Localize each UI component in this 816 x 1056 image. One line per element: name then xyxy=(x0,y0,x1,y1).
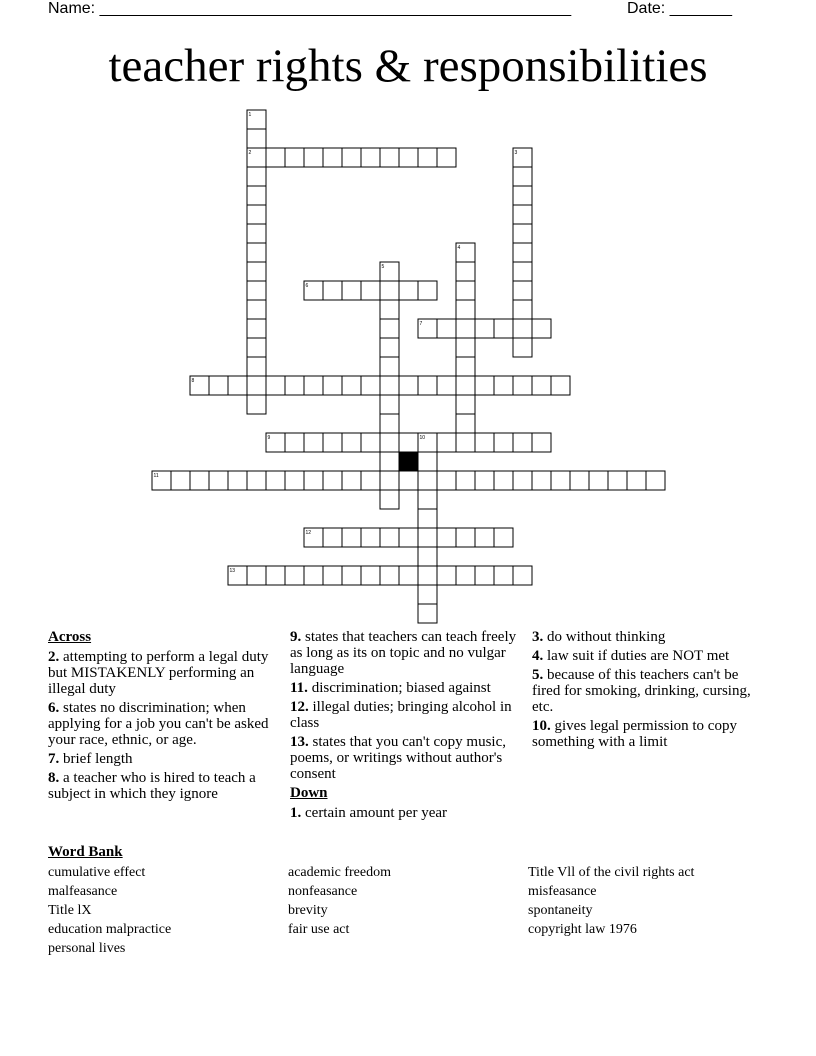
grid-number: 2 xyxy=(248,150,252,156)
grid-cell[interactable] xyxy=(456,262,475,281)
grid-number: 12 xyxy=(305,530,312,536)
grid-cell[interactable] xyxy=(418,528,437,547)
clue-across-12: 12. illegal duties; bringing alcohol in class xyxy=(290,699,512,731)
grid-cell[interactable] xyxy=(247,471,266,490)
grid-cell[interactable] xyxy=(608,471,627,490)
grid-cell[interactable] xyxy=(513,566,532,585)
grid-cell[interactable] xyxy=(323,433,342,452)
grid-cell[interactable] xyxy=(418,566,437,585)
grid-cell[interactable] xyxy=(361,471,380,490)
grid-cell[interactable] xyxy=(247,376,266,395)
grid-cell[interactable] xyxy=(247,167,266,186)
grid-cell[interactable] xyxy=(494,376,513,395)
grid-cell[interactable] xyxy=(418,547,437,566)
grid-cell[interactable] xyxy=(247,566,266,585)
grid-cell[interactable] xyxy=(399,471,418,490)
grid-cell[interactable] xyxy=(304,471,323,490)
grid-number: 5 xyxy=(381,264,385,270)
grid-cell[interactable] xyxy=(380,528,399,547)
grid-cell[interactable] xyxy=(551,471,570,490)
grid-cell[interactable] xyxy=(323,281,342,300)
grid-cell[interactable] xyxy=(399,148,418,167)
page-title: teacher rights & responsibilities xyxy=(108,40,708,92)
grid-cell[interactable] xyxy=(494,433,513,452)
clue-across-6: 6. states no discrimination; when applying for a job you can't be asked your race, ethnic, or age. xyxy=(48,700,269,748)
grid-cell[interactable] xyxy=(361,433,380,452)
grid-cell[interactable] xyxy=(513,281,532,300)
grid-cell[interactable] xyxy=(247,262,266,281)
name-field-label: Name: _____________________________________________________ xyxy=(48,0,572,17)
grid-cell[interactable] xyxy=(418,281,437,300)
grid-cell[interactable] xyxy=(247,186,266,205)
grid-cell[interactable] xyxy=(209,471,228,490)
word-bank-item: malfeasance xyxy=(48,884,118,899)
grid-cell[interactable] xyxy=(456,566,475,585)
grid-cell[interactable] xyxy=(342,566,361,585)
word-bank-item: academic freedom xyxy=(288,865,391,880)
grid-cell[interactable] xyxy=(456,528,475,547)
grid-cell[interactable] xyxy=(456,395,475,414)
grid-cell[interactable] xyxy=(247,224,266,243)
grid-cell[interactable] xyxy=(380,319,399,338)
grid-cell[interactable] xyxy=(361,566,380,585)
grid-cell[interactable] xyxy=(266,471,285,490)
grid-cell[interactable] xyxy=(494,319,513,338)
grid-cell[interactable] xyxy=(247,357,266,376)
grid-cell[interactable] xyxy=(323,471,342,490)
word-bank-item: copyright law 1976 xyxy=(528,922,637,937)
grid-cell[interactable] xyxy=(589,471,608,490)
grid-cell[interactable] xyxy=(361,148,380,167)
grid-cell[interactable] xyxy=(380,566,399,585)
grid-number: 1 xyxy=(248,112,252,118)
grid-cell[interactable] xyxy=(399,281,418,300)
grid-cell[interactable] xyxy=(380,281,399,300)
grid-cell[interactable] xyxy=(513,471,532,490)
grid-cell[interactable] xyxy=(437,528,456,547)
grid-cell[interactable] xyxy=(513,338,532,357)
grid-cell[interactable] xyxy=(228,376,247,395)
grid-cell[interactable] xyxy=(437,319,456,338)
grid-cell[interactable] xyxy=(646,471,665,490)
clue-column-3 xyxy=(532,629,768,753)
grid-cell[interactable] xyxy=(399,433,418,452)
grid-cell[interactable] xyxy=(323,376,342,395)
grid-cell[interactable] xyxy=(399,528,418,547)
grid-cell[interactable] xyxy=(456,281,475,300)
clue-column-1 xyxy=(48,629,284,805)
clue-across-11: 11. discrimination; biased against xyxy=(290,680,491,696)
grid-cell[interactable] xyxy=(304,433,323,452)
grid-cell[interactable] xyxy=(266,148,285,167)
grid-cell[interactable] xyxy=(399,566,418,585)
grid-cell[interactable] xyxy=(247,205,266,224)
grid-cell[interactable] xyxy=(418,471,437,490)
grid-number: 3 xyxy=(514,150,518,156)
clue-column-2 xyxy=(290,629,526,824)
grid-cell[interactable] xyxy=(247,319,266,338)
grid-cell[interactable] xyxy=(342,528,361,547)
grid-number: 7 xyxy=(419,321,423,327)
clue-across-2: 2. attempting to perform a legal duty but MISTAKENLY performing an illegal duty xyxy=(48,649,269,697)
grid-cell[interactable] xyxy=(475,528,494,547)
grid-cell[interactable] xyxy=(285,566,304,585)
grid-cell[interactable] xyxy=(380,357,399,376)
grid-cell[interactable] xyxy=(513,300,532,319)
grid-cell[interactable] xyxy=(380,490,399,509)
grid-cell[interactable] xyxy=(418,509,437,528)
grid-cell[interactable] xyxy=(323,528,342,547)
grid-cell[interactable] xyxy=(437,433,456,452)
grid-cell[interactable] xyxy=(361,376,380,395)
word-bank-item: brevity xyxy=(288,903,328,918)
word-bank-item: Title Vll of the civil rights act xyxy=(528,865,695,880)
grid-cell[interactable] xyxy=(304,566,323,585)
word-bank-item: Title lX xyxy=(48,903,92,918)
grid-cell[interactable] xyxy=(437,471,456,490)
grid-cell[interactable] xyxy=(380,395,399,414)
grid-number: 13 xyxy=(229,568,236,574)
grid-cell[interactable] xyxy=(342,148,361,167)
grid-cell[interactable] xyxy=(418,604,437,623)
clue-across-9: 9. states that teachers can teach freely as long as its on topic and no vulgar language xyxy=(290,629,517,677)
clue-across-8: 8. a teacher who is hired to teach a subject in which they ignore xyxy=(48,770,256,802)
grid-number: 11 xyxy=(153,473,159,479)
grid-cell[interactable] xyxy=(513,376,532,395)
grid-cell[interactable] xyxy=(494,471,513,490)
grid-cell[interactable] xyxy=(380,338,399,357)
word-bank-item: cumulative effect xyxy=(48,865,146,880)
grid-cell[interactable] xyxy=(247,281,266,300)
grid-cell[interactable] xyxy=(342,376,361,395)
grid-cell[interactable] xyxy=(171,471,190,490)
grid-cell[interactable] xyxy=(532,319,551,338)
grid-cell[interactable] xyxy=(513,167,532,186)
clue-down-1: 1. certain amount per year xyxy=(290,805,448,821)
down-heading: Down xyxy=(290,785,328,801)
grid-cell[interactable] xyxy=(323,148,342,167)
grid-cell[interactable] xyxy=(285,376,304,395)
clue-down-4: 4. law suit if duties are NOT met xyxy=(532,648,730,664)
word-bank-item: spontaneity xyxy=(528,903,593,918)
grid-number: 10 xyxy=(419,435,426,441)
word-bank-item: fair use act xyxy=(288,922,350,937)
date-field-label: Date: _______ xyxy=(627,0,732,17)
word-bank-item: nonfeasance xyxy=(288,884,358,899)
grid-cell[interactable] xyxy=(456,414,475,433)
grid-cell[interactable] xyxy=(380,414,399,433)
grid-cell[interactable] xyxy=(456,376,475,395)
grid-cell[interactable] xyxy=(437,566,456,585)
grid-cell[interactable] xyxy=(380,148,399,167)
grid-cell[interactable] xyxy=(513,262,532,281)
grid-cell[interactable] xyxy=(380,452,399,471)
word-bank-column-2 xyxy=(288,863,391,939)
grid-cell[interactable] xyxy=(342,281,361,300)
grid-cell[interactable] xyxy=(247,243,266,262)
grid-cell[interactable] xyxy=(627,471,646,490)
grid-cell[interactable] xyxy=(247,129,266,148)
word-bank-item: education malpractice xyxy=(48,922,172,937)
grid-black-cell xyxy=(399,452,418,471)
clue-down-3: 3. do without thinking xyxy=(532,629,666,645)
grid-cell[interactable] xyxy=(513,433,532,452)
grid-cell[interactable] xyxy=(380,300,399,319)
grid-cell[interactable] xyxy=(475,471,494,490)
grid-cell[interactable] xyxy=(437,376,456,395)
grid-cell[interactable] xyxy=(532,433,551,452)
grid-cell[interactable] xyxy=(456,357,475,376)
grid-cell[interactable] xyxy=(532,376,551,395)
grid-cell[interactable] xyxy=(361,281,380,300)
grid-cell[interactable] xyxy=(513,205,532,224)
grid-cell[interactable] xyxy=(342,433,361,452)
grid-cell[interactable] xyxy=(532,471,551,490)
word-bank-item: misfeasance xyxy=(528,884,597,899)
grid-cell[interactable] xyxy=(285,433,304,452)
grid-cell[interactable] xyxy=(418,376,437,395)
grid-cell[interactable] xyxy=(380,471,399,490)
grid-number: 9 xyxy=(267,435,271,441)
grid-cell[interactable] xyxy=(247,395,266,414)
grid-number: 8 xyxy=(191,378,195,384)
grid-cell[interactable] xyxy=(342,471,361,490)
grid-cell[interactable] xyxy=(456,433,475,452)
grid-cell[interactable] xyxy=(380,433,399,452)
grid-cell[interactable] xyxy=(247,338,266,357)
clue-down-5: 5. because of this teachers can't be fired for smoking, drinking, cursing, etc. xyxy=(532,667,751,715)
grid-cell[interactable] xyxy=(304,148,323,167)
word-bank-heading: Word Bank xyxy=(48,844,123,860)
clue-across-13: 13. states that you can't copy music, poems, or writings without author's consent xyxy=(290,734,506,782)
grid-cell[interactable] xyxy=(361,528,380,547)
grid-cell[interactable] xyxy=(266,376,285,395)
grid-cell[interactable] xyxy=(456,338,475,357)
grid-cell[interactable] xyxy=(513,186,532,205)
word-bank-column-1 xyxy=(48,863,171,958)
grid-cell[interactable] xyxy=(494,566,513,585)
grid-cell[interactable] xyxy=(475,566,494,585)
grid-cell[interactable] xyxy=(190,471,209,490)
grid-cell[interactable] xyxy=(285,471,304,490)
grid-cell[interactable] xyxy=(475,319,494,338)
grid-cell[interactable] xyxy=(247,300,266,319)
grid-cell[interactable] xyxy=(513,224,532,243)
grid-cell[interactable] xyxy=(380,376,399,395)
grid-cell[interactable] xyxy=(456,471,475,490)
clue-across-7: 7. brief length xyxy=(48,751,133,767)
grid-cell[interactable] xyxy=(475,376,494,395)
grid-cell[interactable] xyxy=(513,243,532,262)
clue-down-10: 10. gives legal permission to copy something with a limit xyxy=(532,718,737,750)
grid-cell[interactable] xyxy=(513,319,532,338)
grid-number: 6 xyxy=(305,283,309,289)
grid-cell[interactable] xyxy=(266,566,285,585)
across-heading: Across xyxy=(48,629,92,645)
grid-cell[interactable] xyxy=(399,376,418,395)
grid-cell[interactable] xyxy=(437,148,456,167)
grid-cell[interactable] xyxy=(209,376,228,395)
grid-cell[interactable] xyxy=(570,471,589,490)
grid-cell[interactable] xyxy=(418,148,437,167)
grid-cell[interactable] xyxy=(285,148,304,167)
grid-cell[interactable] xyxy=(228,471,247,490)
grid-cell[interactable] xyxy=(475,433,494,452)
grid-cell[interactable] xyxy=(418,452,437,471)
grid-cell[interactable] xyxy=(456,300,475,319)
grid-cell[interactable] xyxy=(323,566,342,585)
grid-cell[interactable] xyxy=(456,319,475,338)
grid-cell[interactable] xyxy=(304,376,323,395)
word-bank-item: personal lives xyxy=(48,941,126,956)
grid-cell[interactable] xyxy=(418,585,437,604)
grid-cell[interactable] xyxy=(494,528,513,547)
grid-cell[interactable] xyxy=(551,376,570,395)
grid-number: 4 xyxy=(457,245,461,251)
word-bank-column-3 xyxy=(528,863,694,939)
grid-cell[interactable] xyxy=(418,490,437,509)
